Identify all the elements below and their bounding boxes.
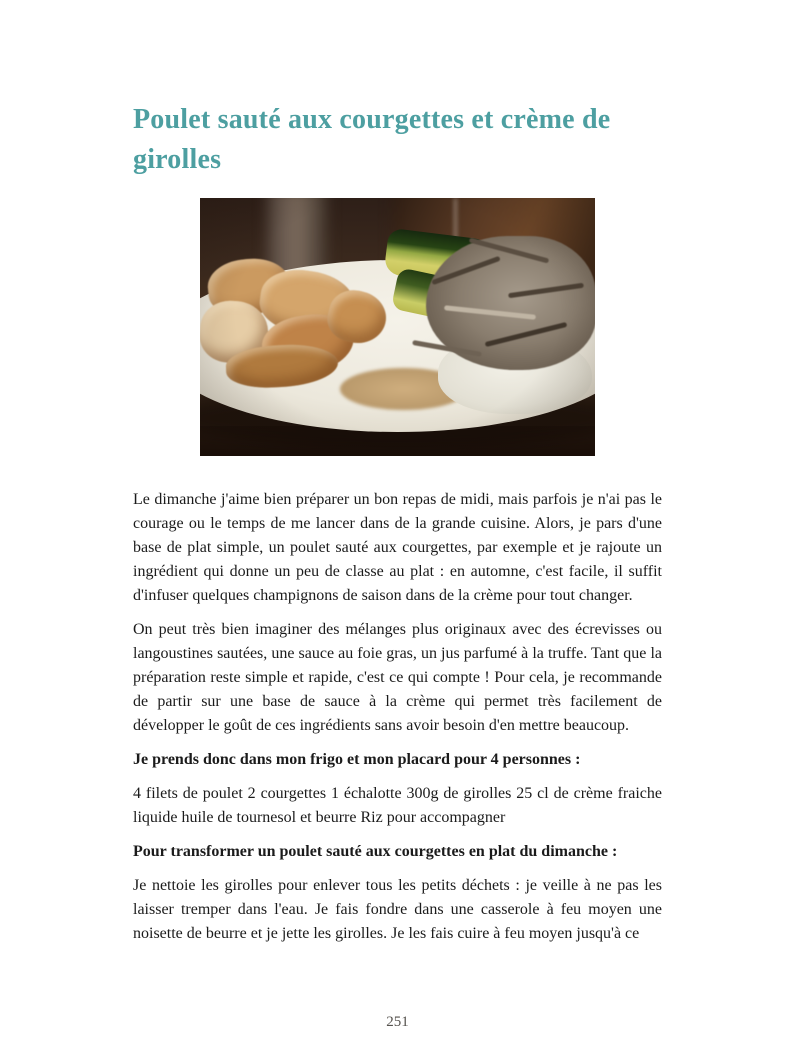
page-title: Poulet sauté aux courgettes et crème de girolles: [133, 104, 611, 175]
heading-method: Pour transformer un poulet sauté aux courgettes en plat du dimanche :: [133, 843, 618, 860]
photo-vignette: [200, 198, 595, 456]
heading-ingredients: Je prends donc dans mon frigo et mon placard pour 4 personnes :: [133, 751, 581, 768]
paragraph-ingredients: 4 filets de poulet 2 courgettes 1 échalotte 300g de girolles 25 cl de crème fraiche liquide huile de tournesol et beurre Riz pour accompagner: [133, 785, 662, 826]
paragraph-intro: Le dimanche j'aime bien préparer un bon repas de midi, mais parfois je n'ai pas le courage ou le temps de me lancer dans de la grande cuisine. Alors, je pars d'une base de plat simple, un poulet sauté aux courgettes, par exemple et je rajoute un ingrédient qui donne un peu de classe au plat : en automne, c'est facile, il suffit d'infuser quelques champignons de saison dans de la crème pour tout changer.: [133, 491, 662, 604]
paragraph-variations: On peut très bien imaginer des mélanges plus originaux avec des écrevisses ou langoustines sautées, une sauce au foie gras, un jus parfumé à la truffe. Tant que la préparation reste simple et rapide, c'est ce qui compte ! Pour cela, je recommande de partir sur une base de sauce à la crème qui permet très facilement de développer le goût de ces ingrédients sans avoir besoin d'en mettre beaucoup.: [133, 621, 662, 734]
paragraph-method: Je nettoie les girolles pour enlever tous les petits déchets : je veille à ne pas les laisser tremper dans l'eau. Je fais fondre dans une casserole à feu moyen une noisette de beurre et je jette les girolles. Je les fais cuire à feu moyen jusqu'à ce: [133, 877, 662, 942]
page-number: 251: [386, 1014, 409, 1030]
recipe-photo: [200, 198, 595, 456]
